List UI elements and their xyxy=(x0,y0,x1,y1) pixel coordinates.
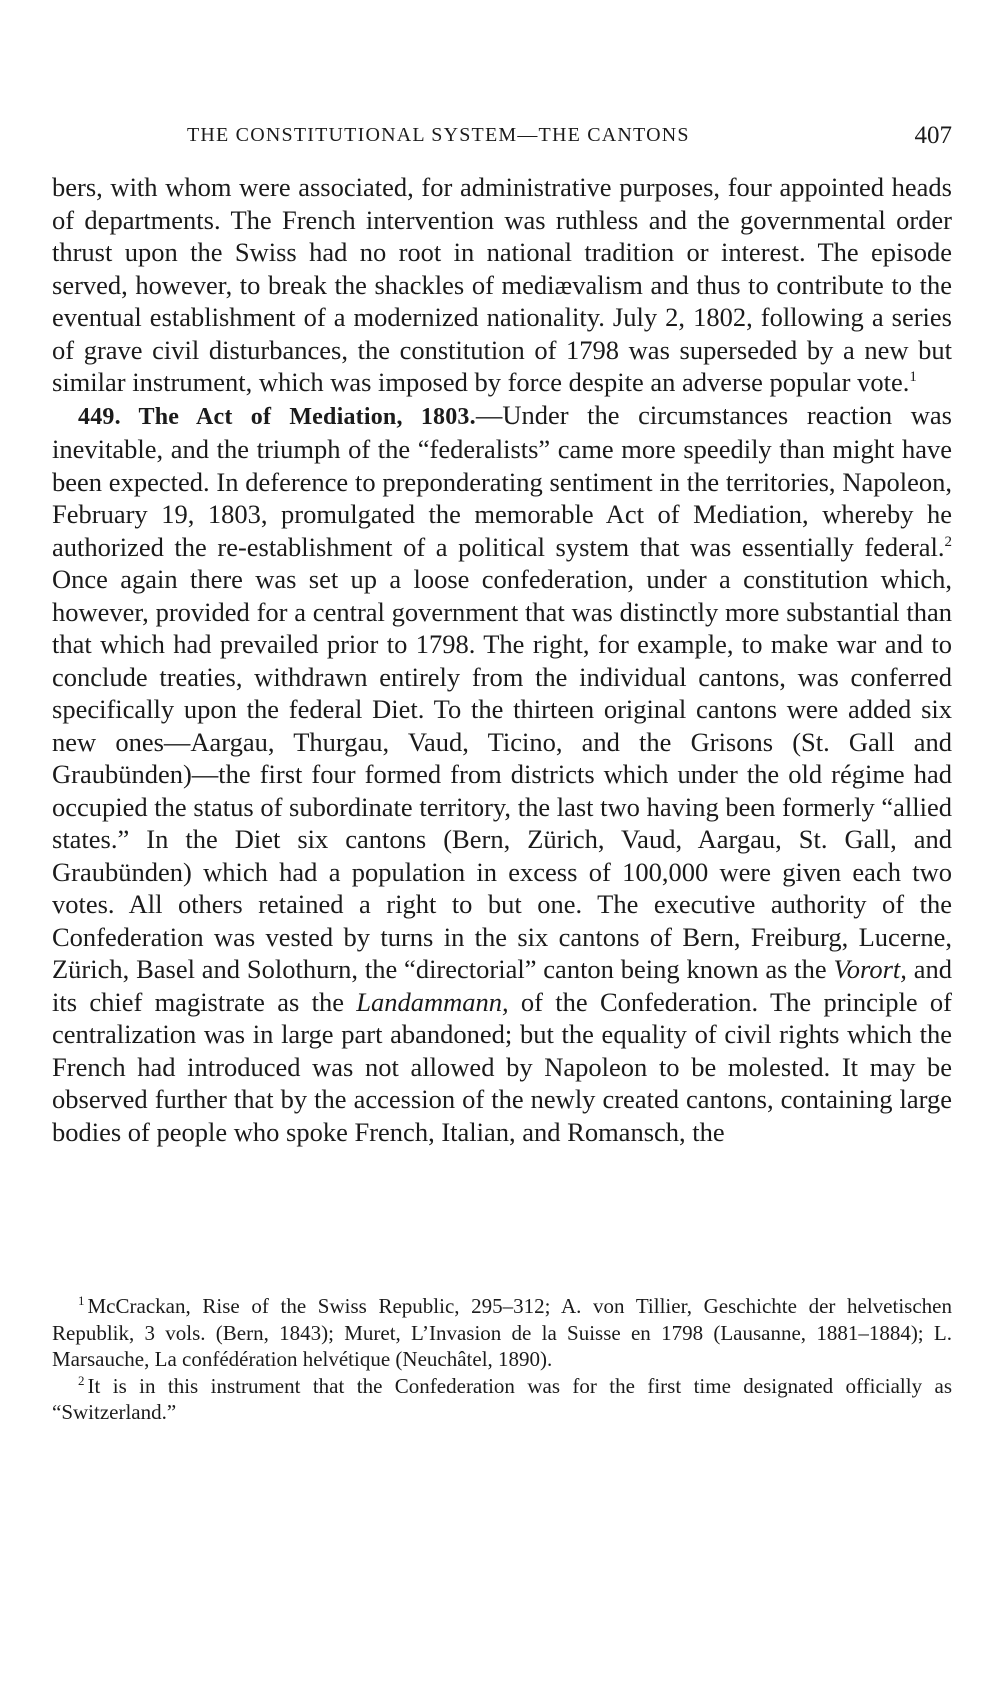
section-text: Once again there was set up a loose confederation, under a constitution which, however, provided for a central government that was distinctly more substantial than that which had prevailed prior to 1798. The right, for example, to make war and to conclude treaties, withdrawn entirely from the individual cantons, was conferred specifically upon the federal Diet. To the thirteen original cantons were added six new ones—Aargau, Thurgau, Vaud, Ticino, and the Grisons (St. Gall and Graubünden)—the first four formed from districts which under the old régime had occupied the status of subordinate territory, the last two having been formerly “allied states.” In the Diet six cantons (Bern, Zürich, Vaud, Aargau, St. Gall, and Graubünden) which had a population in excess of 100,000 were given each two votes. All others retained a right to but one. The executive authority of the Confederation was vested by turns in the six cantons of Bern, Freiburg, Lucerne, Zürich, Basel and Solothurn, the “directorial” canton being known as the xyxy=(52,564,952,984)
italic-term-landammann: Landammann, xyxy=(356,986,509,1017)
paragraph-text: bers, with whom were associated, for administrative purposes, four appointed heads of departments. The French intervention was ruthless and the governmental order thrust upon the Swiss had no root in national tradition or interest. The episode served, however, to break the shackles of mediævalism and thus to contribute to the eventual establishment of a modernized nationality. July 2, 1802, following a series of grave civil disturbances, the constitution of 1798 was superseded by a new but similar instrument, which was imposed by force despite an adverse popular vote. xyxy=(52,172,952,397)
paragraph-continuation xyxy=(52,171,952,399)
footnote-mark: 1 xyxy=(78,1293,85,1308)
footnote-text: McCrackan, Rise of the Swiss Republic, 295–312; A. von Tillier, Geschichte der helvetischen Republik, 3 vols. (Bern, 1843); Muret, L’Invasion de la Suisse en 1798 (Lausanne, 1881–1884); L. Marsauche, La confédération helvétique (Neuchâtel, 1890). xyxy=(52,1294,952,1371)
footnote-2 xyxy=(52,1373,952,1426)
section-text: and its chief magistrate as the xyxy=(52,954,952,1017)
footnote-1 xyxy=(52,1293,952,1373)
book-page xyxy=(52,0,952,1703)
running-head xyxy=(52,124,952,154)
italic-term-vorort: Vorort, xyxy=(833,954,907,984)
running-title: THE CONSTITUTIONAL SYSTEM—THE CANTONS xyxy=(187,124,690,146)
body-text xyxy=(52,171,952,1148)
footnote-ref-1: 1 xyxy=(909,369,917,386)
footnotes xyxy=(52,1293,952,1426)
section-text: —Under the circumstances reaction was inevitable, and the triumph of the “federalists” came more speedily than might have been expected. In deference to preponderating sentiment in the territories, Napoleon, February 19, 1803, promulgated the memorable Act of Mediation, whereby he authorized the re-establishment of a political system that was essentially federal. xyxy=(52,399,952,562)
footnote-ref-2: 2 xyxy=(944,533,952,550)
section-449 xyxy=(52,399,952,1149)
page-number: 407 xyxy=(914,122,952,149)
footnote-mark: 2 xyxy=(78,1372,85,1388)
section-heading: 449. The Act of Mediation, 1803. xyxy=(78,403,476,430)
section-text: of the Confederation. The principle of centralization was in large part abandoned; but the equality of civil rights which the French had introduced was not allowed by Napoleon to be molested. It may be observed further that by the accession of the newly created cantons, containing large bodies of people who spoke French, Italian, and Romansch, the xyxy=(52,986,952,1147)
footnote-text: It is in this instrument that the Confederation was for the first time designated officially as “Switzerland.” xyxy=(52,1373,952,1424)
